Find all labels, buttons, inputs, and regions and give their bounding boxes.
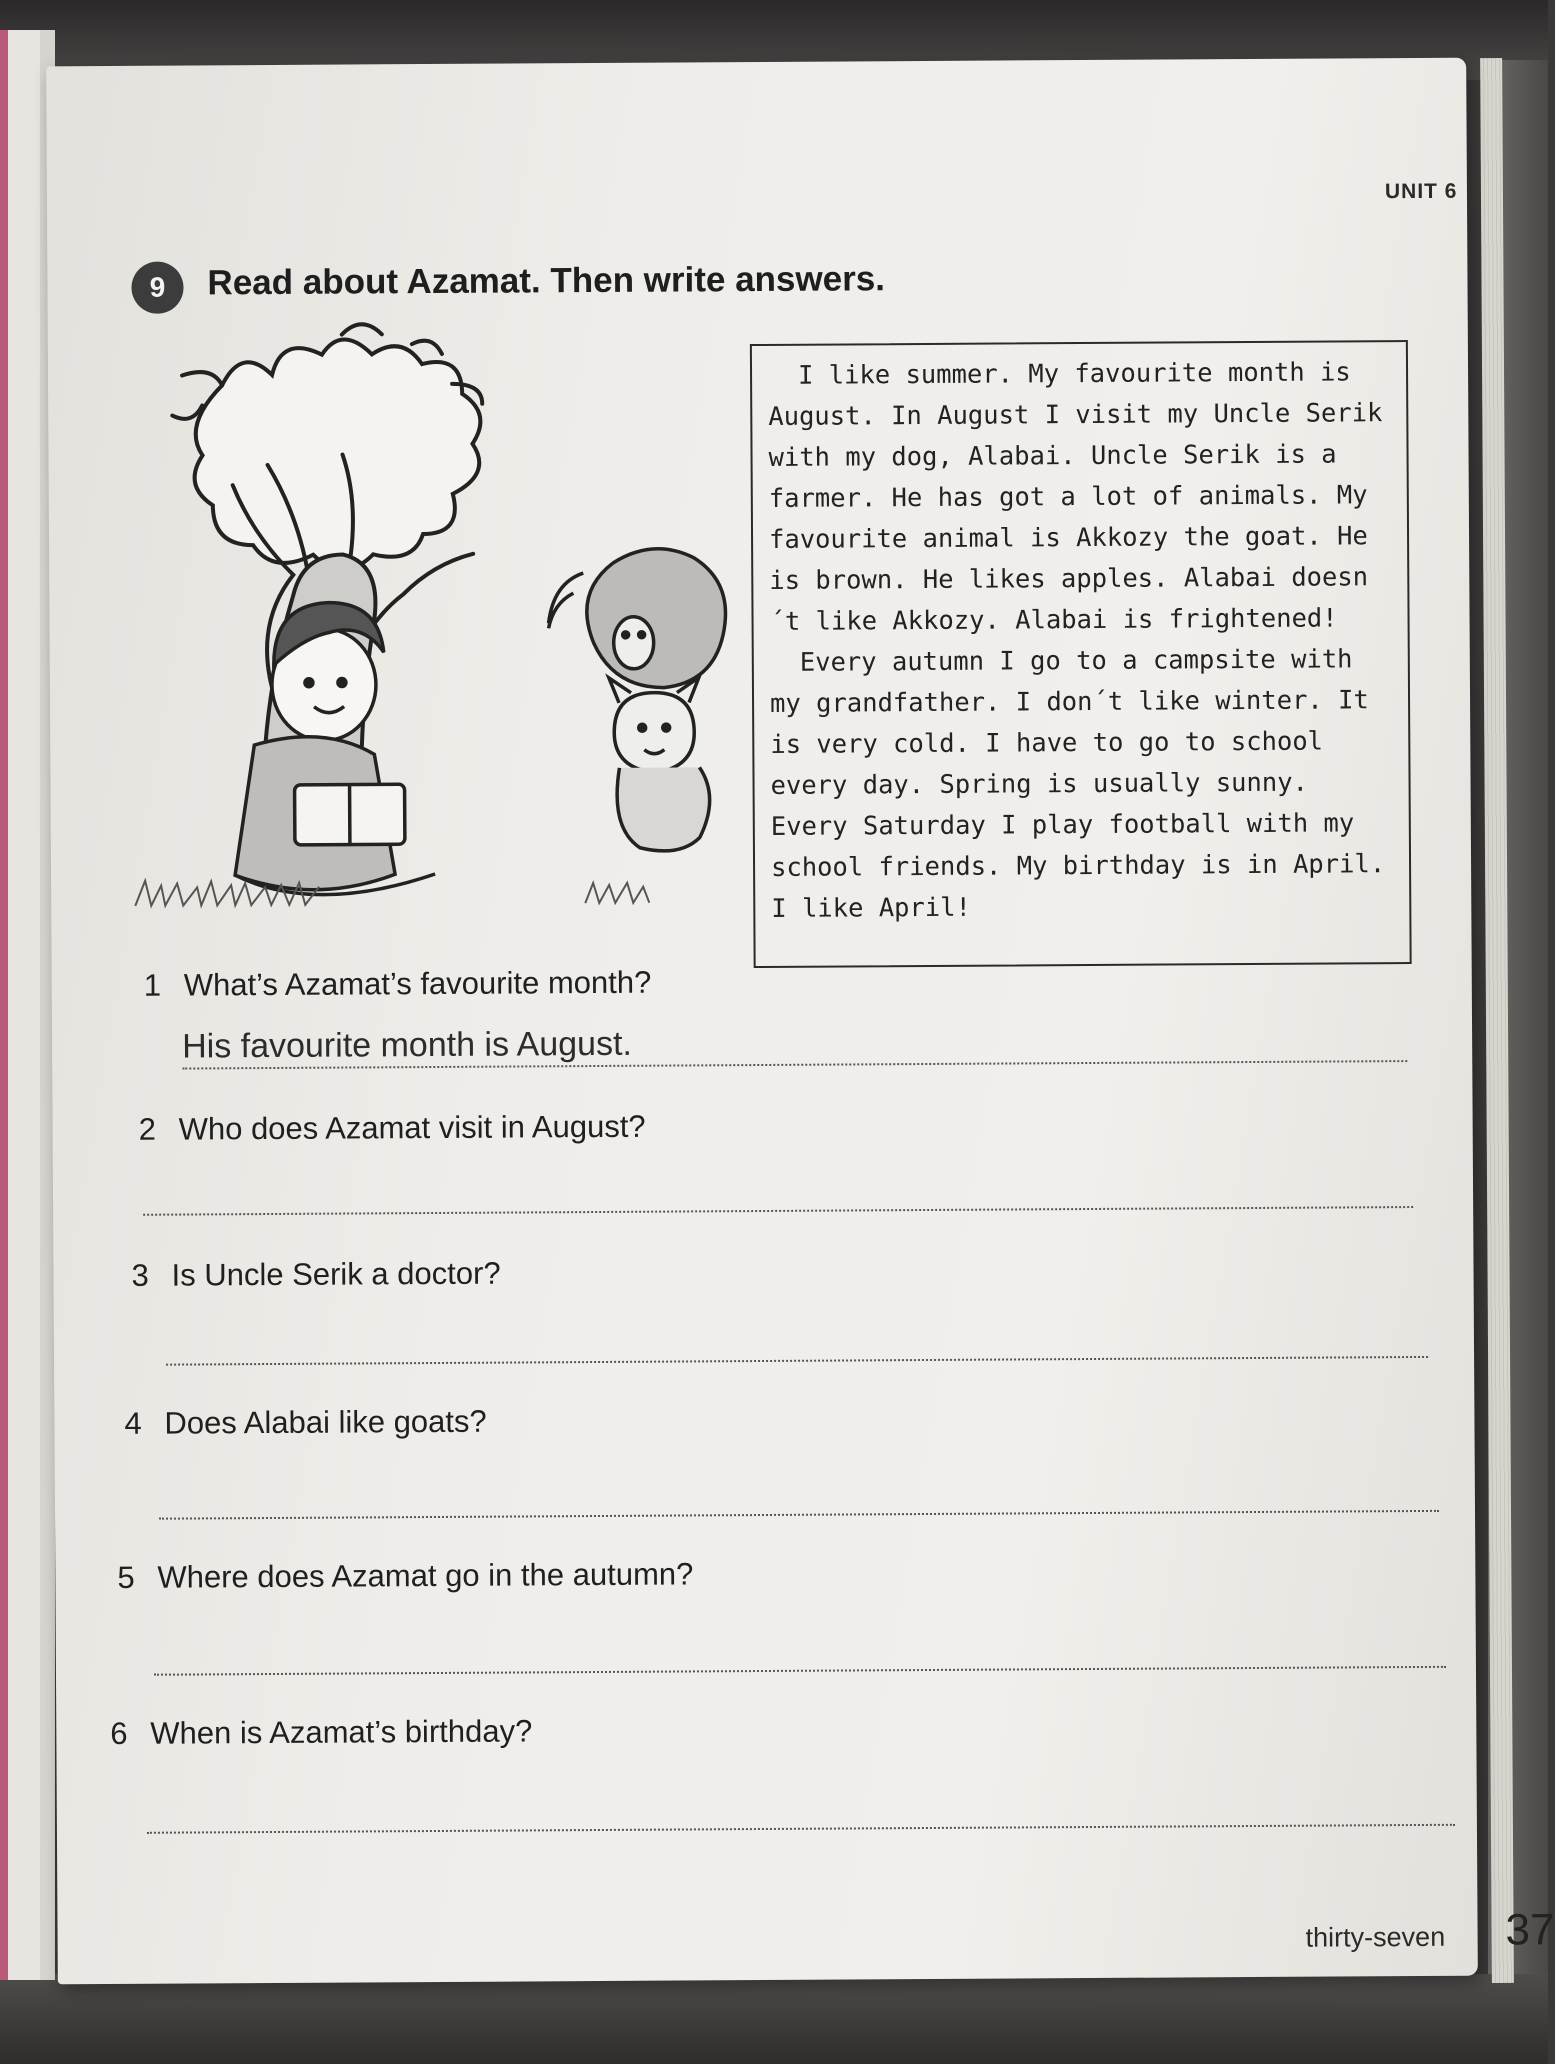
question-5 bbox=[117, 1556, 693, 1596]
page-number-word: thirty-seven bbox=[1305, 1921, 1446, 1953]
question-number: 2 bbox=[138, 1111, 157, 1147]
exercise-title: Read about Azamat. Then write answers. bbox=[207, 259, 886, 303]
grass-illustration bbox=[135, 878, 649, 906]
reading-paragraph-2: Every autumn I go to a campsite with my grandfather. I don´t like winter. It is very cold. I have to go to school every day. Spring is usually sunny. Every Saturday I play football with my school friends. My birthday is in April. I like April! bbox=[769, 644, 1386, 924]
answer-2-line[interactable] bbox=[143, 1206, 1413, 1216]
question-2 bbox=[139, 1109, 646, 1148]
question-number: 1 bbox=[143, 967, 162, 1003]
goat-illustration bbox=[548, 548, 726, 688]
background-bottom bbox=[0, 1974, 1548, 2064]
answer-1-text[interactable]: His favourite month is August. bbox=[182, 1024, 633, 1066]
question-number: 6 bbox=[110, 1715, 128, 1751]
question-1 bbox=[144, 965, 652, 1004]
answer-3-line[interactable] bbox=[166, 1356, 1428, 1366]
question-number: 5 bbox=[117, 1559, 135, 1595]
reading-paragraph-1: I like summer. My favourite month is August. In August I visit my Uncle Serik with my dog, Alabai. Uncle Serik is a farmer. He has got a lot of animals. My favourite animal is Akkozy the goat. He is brown. He likes apples. Alabai doesn´t like Akkozy. Alabai is frightened! bbox=[768, 357, 1383, 637]
question-4 bbox=[124, 1404, 486, 1442]
answer-5-line[interactable] bbox=[154, 1666, 1446, 1676]
question-number: 4 bbox=[124, 1405, 142, 1441]
illustration bbox=[112, 312, 756, 956]
question-text: Where does Azamat go in the autumn? bbox=[157, 1556, 694, 1595]
workbook-page bbox=[46, 58, 1555, 1985]
question-text: Does Alabai like goats? bbox=[164, 1403, 487, 1441]
dog-illustration bbox=[609, 677, 710, 851]
question-3 bbox=[131, 1256, 500, 1294]
page-number: 37 bbox=[1505, 1905, 1555, 1955]
question-number: 3 bbox=[131, 1257, 149, 1293]
question-text: Is Uncle Serik a doctor? bbox=[171, 1255, 501, 1293]
question-6 bbox=[110, 1713, 532, 1752]
unit-label: UNIT 6 bbox=[1384, 179, 1458, 204]
boy-illustration bbox=[233, 602, 435, 895]
answer-4-line[interactable] bbox=[159, 1510, 1439, 1520]
question-text: Who does Azamat visit in August? bbox=[178, 1108, 646, 1147]
question-text: When is Azamat’s birthday? bbox=[150, 1713, 533, 1751]
reading-text-box bbox=[750, 340, 1412, 968]
exercise-number-badge: 9 bbox=[131, 262, 183, 314]
answer-6-line[interactable] bbox=[147, 1824, 1455, 1834]
question-text: What’s Azamat’s favourite month? bbox=[183, 964, 652, 1003]
